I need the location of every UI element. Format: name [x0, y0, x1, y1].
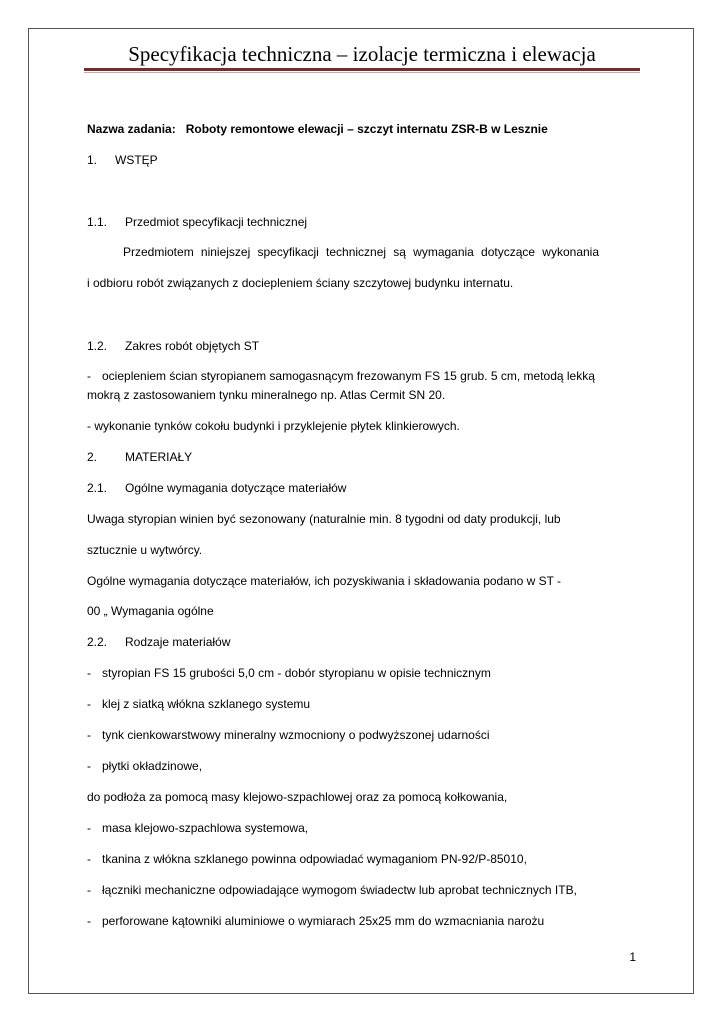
task-label: Nazwa zadania:	[87, 122, 176, 136]
list-item-text: styropian FS 15 grubości 5,0 cm - dobór styropianu w opisie technicznym	[102, 666, 491, 680]
list-item-text: tkanina z włókna szklanego powinna odpowiadać wymaganiom PN-92/P-85010,	[102, 852, 527, 866]
section-number: 2.2.	[87, 635, 108, 649]
list-item-text: łączniki mechaniczne odpowiadające wymogom świadectw lub aprobat technicznych ITB,	[102, 883, 577, 897]
list-item-text: masa klejowo-szpachlowa systemowa,	[102, 821, 309, 835]
section-number: 2.	[87, 450, 98, 464]
list-dash: -	[87, 697, 91, 711]
list-item	[87, 759, 202, 773]
list-item-text: perforowane kątowniki aluminiowe o wymiarach 25x25 mm do wzmacniania narożu	[102, 914, 545, 928]
list-dash: -	[87, 883, 91, 897]
list-dash: -	[87, 728, 91, 742]
section-2-heading	[87, 450, 192, 464]
list-dash: -	[87, 821, 91, 835]
header-rule	[84, 68, 640, 71]
paragraph-line: i odbioru robót związanych z dociepleniem ściany szczytowej budynku internatu.	[87, 276, 514, 290]
section-title: Rodzaje materiałów	[125, 635, 231, 649]
list-item-text: klej z siatką włókna szklanego systemu	[102, 697, 311, 711]
section-2-1-heading	[87, 481, 346, 495]
section-title: Ogólne wymagania dotyczące materiałów	[125, 481, 347, 495]
section-title: Przedmiot specyfikacji technicznej	[125, 215, 308, 229]
paragraph-line: 00 „ Wymagania ogólne	[87, 604, 214, 618]
list-item-text: ociepleniem ścian styropianem samogasnącym frezowanym FS 15 grub. 5 cm, metodą lekką	[102, 369, 595, 383]
list-item	[87, 821, 308, 835]
paragraph-line: Uwaga styropian winien być sezonowany (naturalnie min. 8 tygodni od daty produkcji, lub	[87, 512, 561, 526]
section-number: 1.2.	[87, 339, 108, 353]
task-value: Roboty remontowe elewacji – szczyt internatu ZSR-B w Lesznie	[185, 122, 548, 136]
section-number: 2.1.	[87, 481, 108, 495]
list-dash: -	[87, 666, 91, 680]
task-name-line	[87, 122, 548, 136]
list-item	[87, 728, 490, 742]
list-dash: -	[87, 914, 91, 928]
header-rule-thin	[84, 72, 640, 73]
section-number: 1.1.	[87, 215, 108, 229]
list-item	[87, 666, 491, 680]
section-2-2-heading	[87, 635, 230, 649]
section-1-2-heading	[87, 339, 259, 353]
section-title: MATERIAŁY	[125, 450, 193, 464]
list-item-text: tynk cienkowarstwowy mineralny wzmocniony o podwyższonej udarności	[102, 728, 490, 742]
page-header-title: Specyfikacja techniczna – izolacje termiczna i elewacja	[128, 42, 596, 66]
list-item	[87, 852, 527, 866]
list-item: - wykonanie tynków cokołu budynki i przyklejenie płytek klinkierowych.	[87, 419, 460, 433]
list-dash: -	[87, 369, 91, 383]
page-number: 1	[629, 950, 636, 964]
page-frame	[28, 28, 694, 994]
list-dash: -	[87, 852, 91, 866]
paragraph-line: mokrą z zastosowaniem tynku mineralnego np. Atlas Cermit SN 20.	[87, 388, 446, 402]
section-title: WSTĘP	[115, 153, 158, 167]
list-item	[87, 369, 595, 383]
paragraph-line: Ogólne wymagania dotyczące materiałów, ich pozyskiwania i składowania podano w ST -	[87, 574, 562, 588]
paragraph-line: Przedmiotem niniejszej specyfikacji technicznej są wymagania dotyczące wykonania	[123, 245, 599, 259]
section-1-heading	[87, 153, 158, 167]
list-item	[87, 914, 544, 928]
list-item-text: płytki okładzinowe,	[102, 759, 203, 773]
section-title: Zakres robót objętych ST	[125, 339, 260, 353]
list-item	[87, 697, 310, 711]
paragraph-line: sztucznie u wytwórcy.	[87, 543, 203, 557]
paragraph-line: do podłoża za pomocą masy klejowo-szpachlowej oraz za pomocą kołkowania,	[87, 790, 508, 804]
section-number: 1.	[87, 153, 98, 167]
section-1-1-heading	[87, 215, 307, 229]
list-dash: -	[87, 759, 91, 773]
list-item	[87, 883, 577, 897]
